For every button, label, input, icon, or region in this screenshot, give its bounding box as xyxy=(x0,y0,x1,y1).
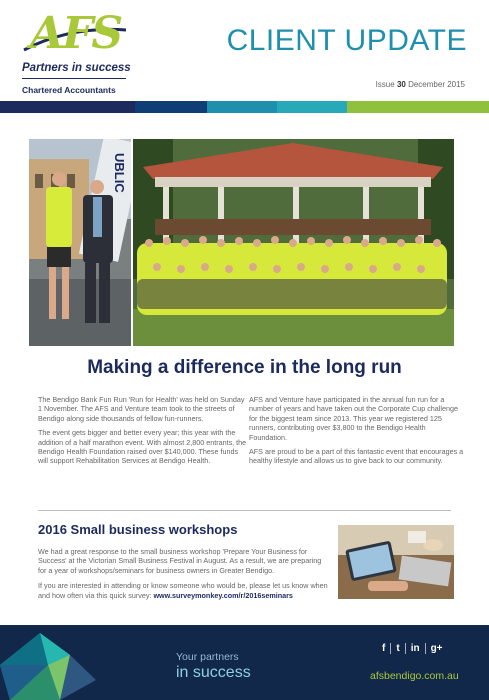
social-links xyxy=(382,643,443,654)
footer-tagline-line1: Your partners xyxy=(176,651,239,663)
color-band-aqua xyxy=(277,101,347,113)
afs-logo xyxy=(20,8,131,95)
facebook-icon[interactable]: f xyxy=(382,643,386,654)
social-divider xyxy=(405,643,406,654)
workshops-paragraph-survey xyxy=(38,581,330,600)
workshops-paragraph: We had a great response to the small business workshop 'Prepare Your Business for Success' at the Victorian Small Business Festival in August. As a result, we are preparing for a year of workshops/seminars for business owners in Greater Bendigo. xyxy=(38,547,322,575)
google-plus-icon[interactable]: g+ xyxy=(430,643,443,654)
article-headline: Making a difference in the long run xyxy=(87,357,402,378)
workshop-photo xyxy=(338,525,454,599)
issue-label: Issue xyxy=(375,80,395,89)
logo-tagline: Partners in success xyxy=(22,62,131,74)
article-paragraph: The Bendigo Bank Fun Run 'Run for Health' was held on Sunday 1 November. The AFS and Venture team took to the streets of Bendigo along side thousands of fellow fun-runners. xyxy=(38,395,245,423)
social-divider xyxy=(390,643,391,654)
banner-text: UBLIC xyxy=(112,153,127,193)
issue-date: December 2015 xyxy=(408,80,465,89)
footer-tagline-line2: in success xyxy=(176,664,251,681)
twitter-icon[interactable]: t xyxy=(396,643,400,654)
issue-number: 30 xyxy=(396,80,406,89)
article-column-right xyxy=(249,395,464,471)
workshops-body xyxy=(38,547,330,606)
color-band xyxy=(0,101,489,113)
article-column-left xyxy=(38,395,248,471)
logo-letters: AFS xyxy=(30,8,122,59)
survey-link[interactable]: www.surveymonkey.com/r/2016seminars xyxy=(153,590,293,600)
fun-run-photo-left xyxy=(29,139,131,346)
workshops-heading: 2016 Small business workshops xyxy=(38,522,238,537)
linkedin-icon[interactable]: in xyxy=(410,643,420,654)
social-divider xyxy=(425,643,426,654)
color-band-blue xyxy=(135,101,207,113)
website-link[interactable]: afsbendigo.com.au xyxy=(370,670,459,682)
crystal-graphic-icon xyxy=(0,625,120,700)
section-divider xyxy=(38,510,451,511)
color-band-teal xyxy=(207,101,277,113)
footer xyxy=(0,625,489,700)
article-paragraph: AFS and Venture have participated in the annual fun run for a number of years and have taken out the Corporate Cup challenge for the biggest team since 2013. This year we registered 125 runners, contributing over $3,800 to the Bendigo Health Foundation. xyxy=(249,395,458,442)
logo-divider xyxy=(22,78,126,79)
newsletter-title: CLIENT UPDATE xyxy=(226,24,467,57)
article-paragraph: AFS are proud to be a part of this fantastic event that encourages a healthy lifestyle and allows us to give back to our community. xyxy=(249,447,464,466)
color-band-lime xyxy=(347,101,489,113)
color-band-navy xyxy=(0,101,135,113)
survey-intro: If you are interested in attending or know someone who would be, please let us know when and how often via this quick survey: xyxy=(38,581,328,600)
issue-info xyxy=(376,80,465,89)
article-paragraph: The event gets bigger and better every year; this year with the addition of a half marathon event. With almost 2,800 entrants, the Bendigo Health Foundation raised over $140,000. These funds will support Rehabilitation Services at Bendigo Health. xyxy=(38,428,247,466)
team-group-photo xyxy=(133,139,454,346)
logo-subline: Chartered Accountants xyxy=(22,85,116,95)
